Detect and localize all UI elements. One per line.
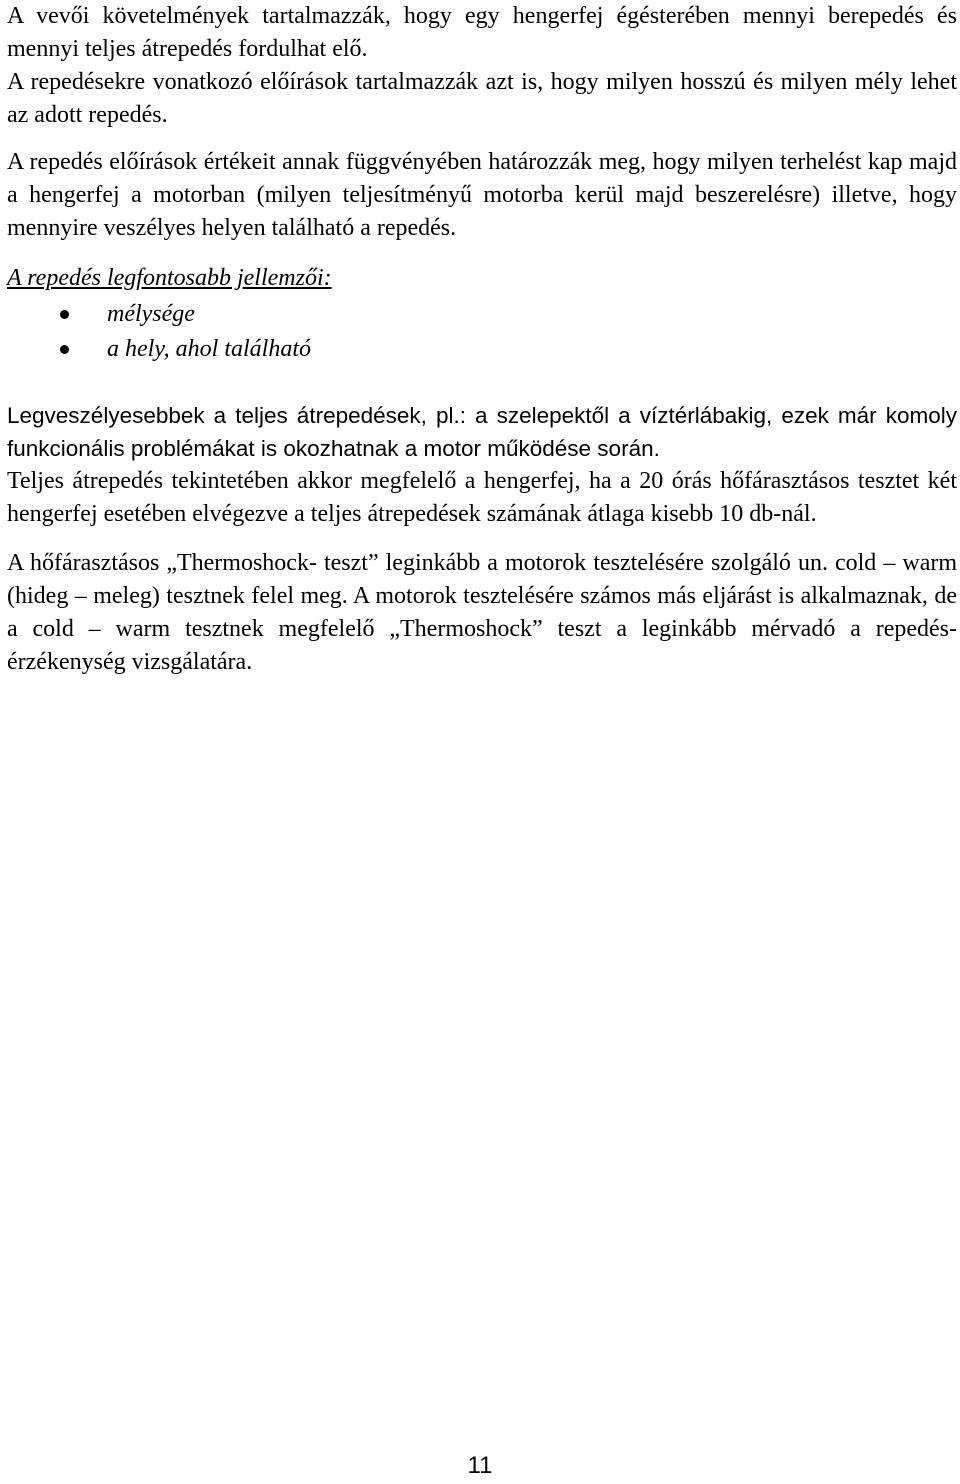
section-heading: A repedés legfontosabb jellemzői: (7, 265, 332, 291)
bullet-icon (60, 310, 69, 319)
paragraph-full-crack-criteria: Teljes átrepedés tekintetében akkor megfelelő a hengerfej, ha a 20 órás hőfárasztásos tesztet két hengerfej esetében elvégezve a teljes átrepedések számának átlaga kisebb 10 db-nál. (7, 468, 957, 527)
list-item-text: mélysége (107, 301, 195, 327)
paragraph-crack-specifications: A repedésekre vonatkozó előírások tartalmazzák azt is, hogy milyen hosszú és milyen mély lehet az adott repedés. (7, 69, 957, 128)
list-item-text: a hely, ahol található (107, 336, 311, 362)
document-page (7, 0, 957, 679)
page-number: 11 (467, 1452, 493, 1479)
paragraph-most-dangerous: Legveszélyesebbek a teljes átrepedések, pl.: a szelepektől a víztérlábakig, ezek már komoly funkcionális problémákat is okozhatnak a motor működése során. (7, 403, 957, 461)
paragraph-crack-values: A repedés előírások értékeit annak függvényében határozzák meg, hogy milyen terhelést kap majd a hengerfej a motorban (milyen teljesítményű motorba kerül majd beszerelésre) illetve, hogy mennyire veszélyes helyen található a repedés. (7, 149, 957, 241)
bullet-list (7, 297, 957, 367)
list-item (7, 297, 957, 332)
paragraph-customer-requirements: A vevői követelmények tartalmazzák, hogy egy hengerfej égésterében mennyi berepedés és mennyi teljes átrepedés fordulhat elő. (7, 3, 957, 62)
paragraph-thermoshock-test: A hőfárasztásos „Thermoshock- teszt” leginkább a motorok tesztelésére szolgáló un. cold – warm (hideg – meleg) tesztnek felel meg. A motorok tesztelésére számos más eljárást is alkalmaznak, de a cold – warm tesztnek megfelelő „Thermoshock” teszt a leginkább mérvadó a repedés-érzékenység vizsgálatára. (7, 550, 957, 675)
list-item (7, 332, 957, 367)
bullet-icon (60, 345, 69, 354)
